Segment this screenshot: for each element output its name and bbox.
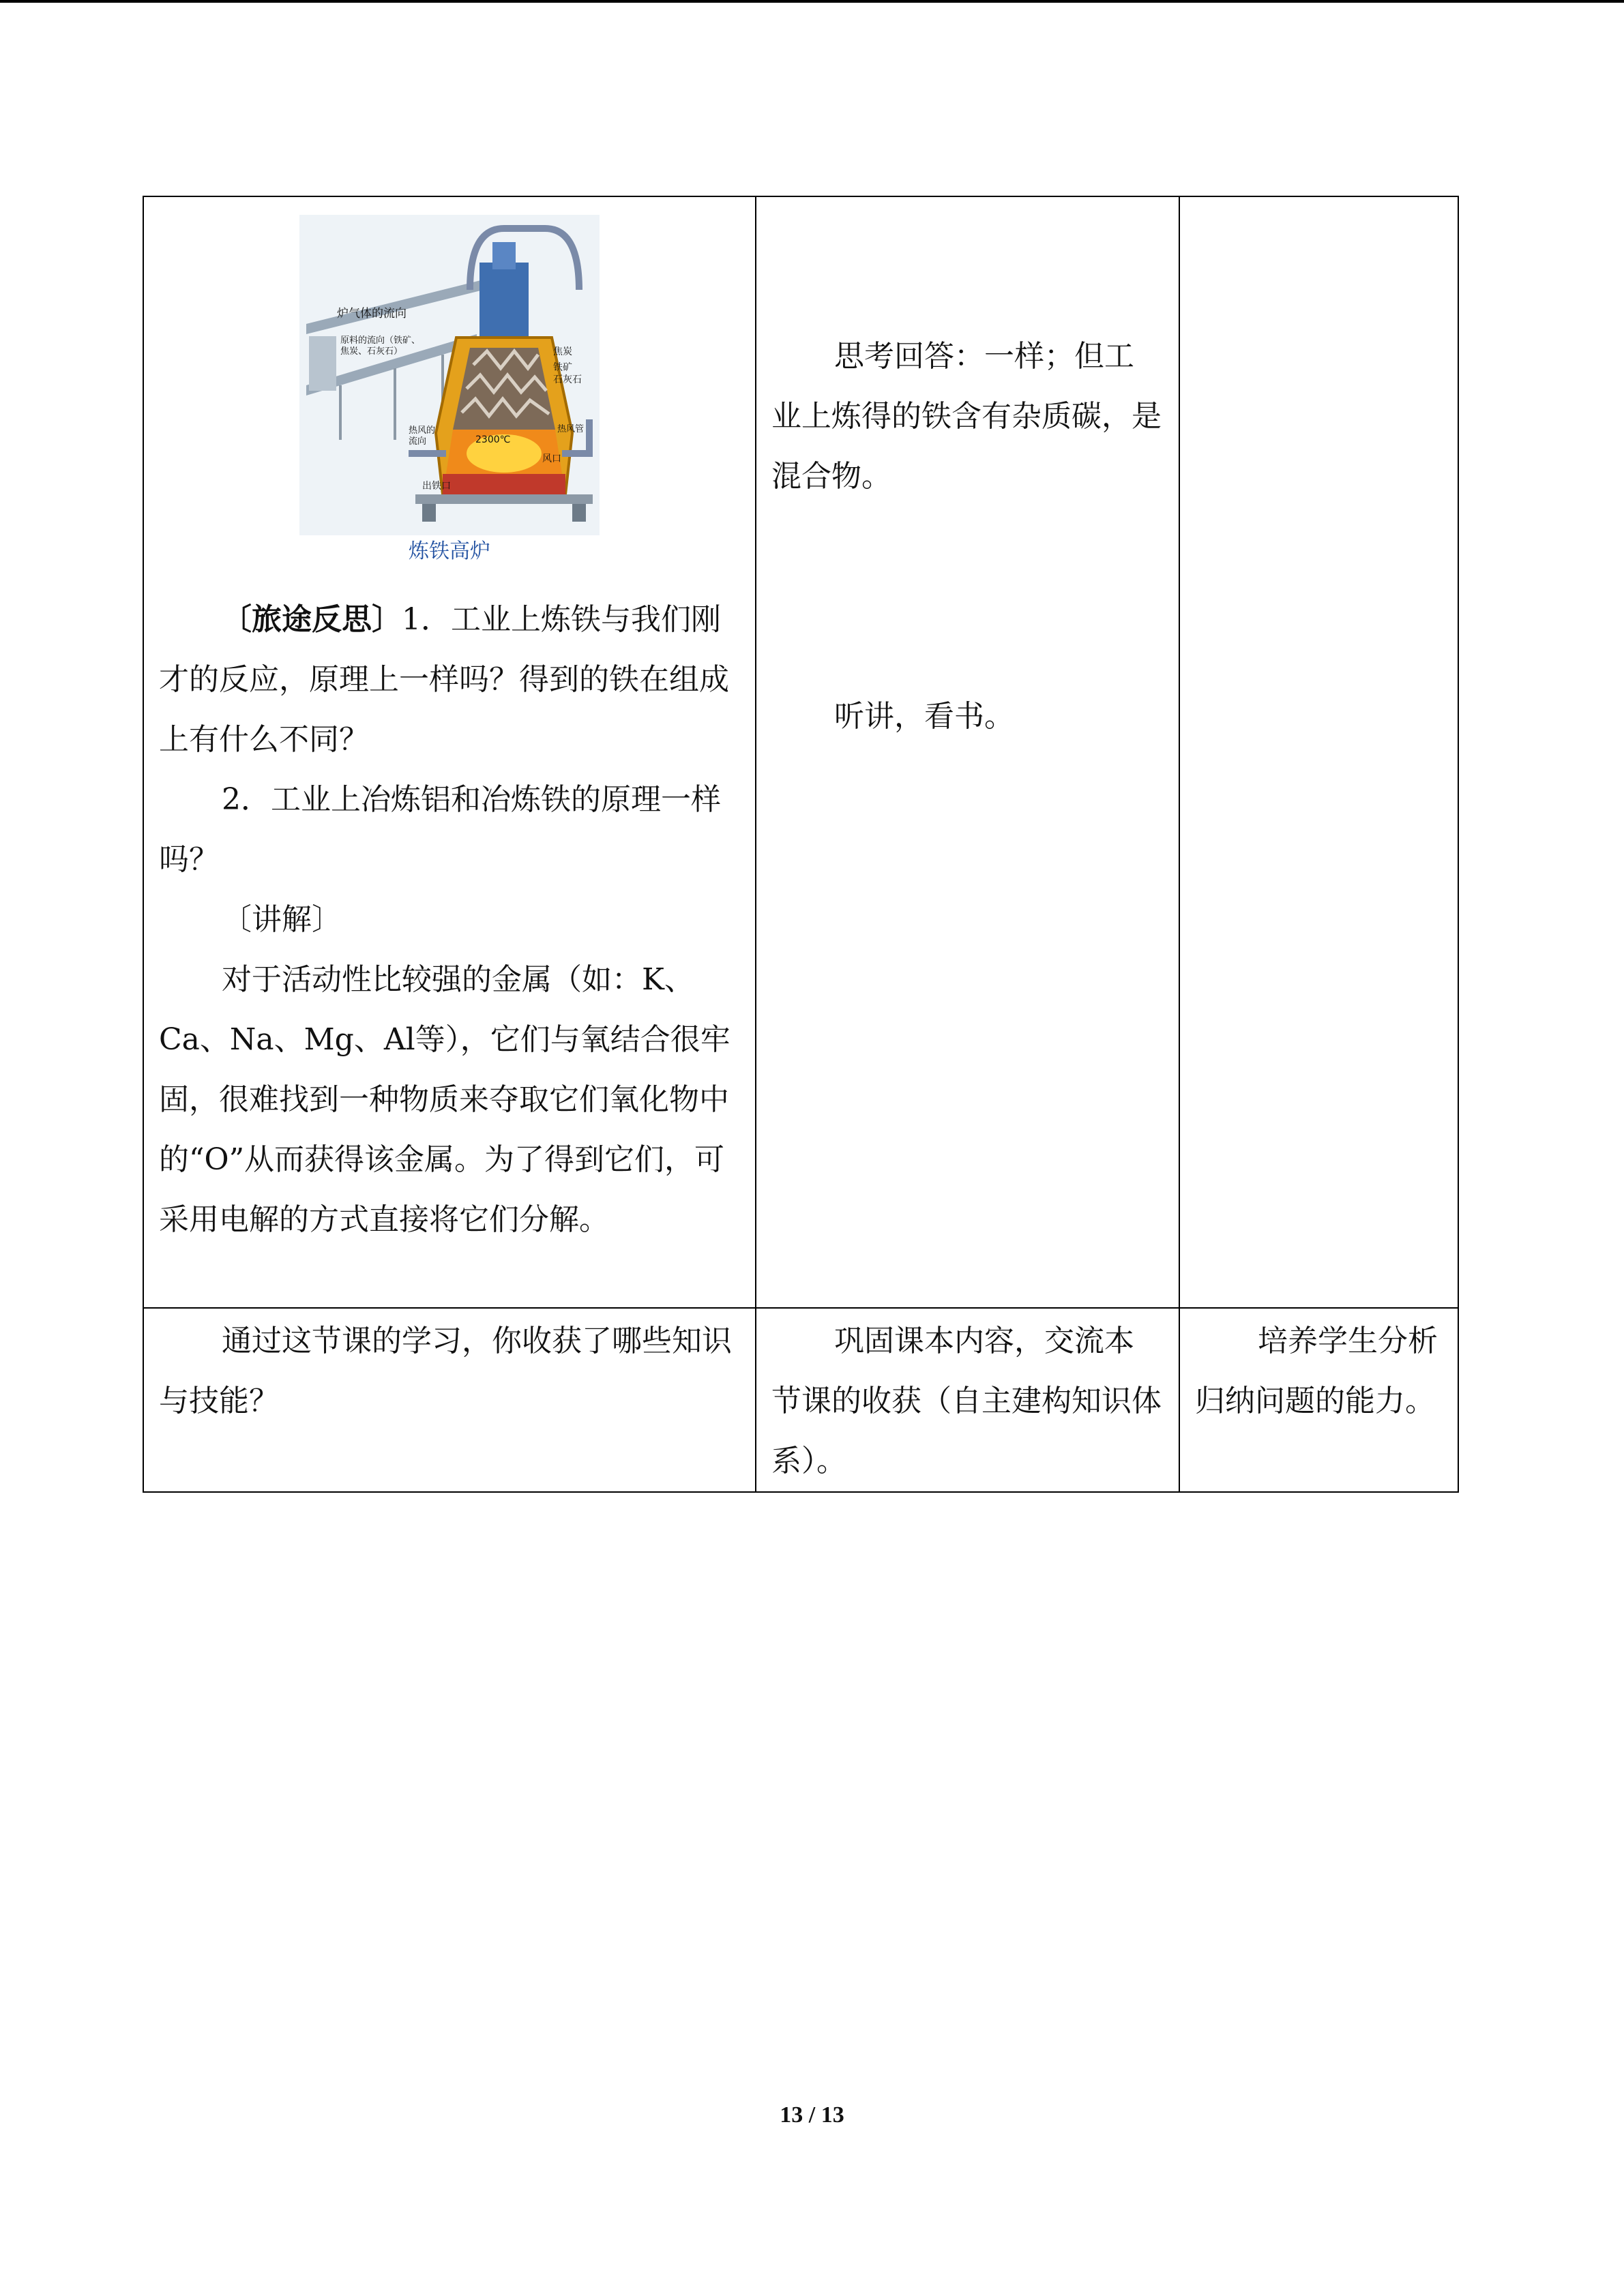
label-limestone: 石灰石 xyxy=(553,374,582,385)
label-iron-outlet: 出铁口 xyxy=(422,481,451,492)
student-activity: 巩固课本内容，交流本节课的收获（自主建构知识体系）。 xyxy=(771,1324,1162,1478)
reflection-label: 〔旅途反思〕 xyxy=(222,602,402,637)
row2-col2-cell xyxy=(756,1308,1179,1492)
blast-furnace-figure xyxy=(144,197,755,565)
row1-col3-cell xyxy=(1179,196,1458,1308)
label-coke: 焦炭 xyxy=(553,346,572,357)
row1-col1-cell xyxy=(143,196,756,1308)
row2-col3-wrap xyxy=(1180,1309,1458,1431)
blast-furnace-diagram xyxy=(299,215,600,535)
label-hot-air-flow-1: 热风的 xyxy=(409,426,436,436)
row1-col2-text xyxy=(756,197,1179,747)
label-raw-flow-1: 原料的流向（铁矿、 xyxy=(340,336,421,346)
reflection-paragraph xyxy=(159,590,740,770)
label-gas-flow: 炉气体的流向 xyxy=(337,307,407,320)
page-number: 13 / 13 xyxy=(780,2102,844,2128)
label-tuyere: 风口 xyxy=(542,453,561,464)
row1-col2-cell xyxy=(756,196,1179,1308)
answer-text: 思考回答：一样；但工业上炼得的铁含有杂质碳，是混合物。 xyxy=(771,339,1162,494)
row1-col1-text xyxy=(144,590,755,1250)
label-hot-air-pipe: 热风管 xyxy=(557,424,585,434)
summary-question: 通过这节课的学习，你收获了哪些知识与技能？ xyxy=(159,1324,732,1418)
row2-col2-wrap xyxy=(756,1309,1179,1491)
design-intent: 培养学生分析归纳问题的能力。 xyxy=(1195,1324,1438,1418)
row2-col1-cell xyxy=(143,1308,756,1492)
label-raw-flow-2: 焦炭、石灰石） xyxy=(340,346,403,357)
listen-text: 听讲，看书。 xyxy=(834,699,1014,734)
table-row xyxy=(143,1308,1458,1492)
row2-col3-cell xyxy=(1179,1308,1458,1492)
lecture-label: 〔讲解〕 xyxy=(222,902,342,937)
label-hot-air-flow-2: 流向 xyxy=(409,436,427,447)
reflection-question-2: 2．工业上冶炼铝和冶炼铁的原理一样吗？ xyxy=(159,782,721,877)
figure-caption: 炼铁高炉 xyxy=(409,539,490,563)
lecture-text: 对于活动性比较强的金属（如：K、Ca、Na、Mg、Al等），它们与氧结合很牢固，很难找到一种物质来夺取它们氧化物中的“O”从而获得该金属。为了得到它们，可采用电解的方式直接将它们分解。 xyxy=(159,962,730,1237)
table-row xyxy=(143,196,1458,1308)
lesson-table xyxy=(143,196,1459,1493)
reflection-question-1: 1．工业上炼铁与我们刚才的反应，原理上一样吗？得到的铁在组成上有什么不同？ xyxy=(159,602,729,757)
top-border-line xyxy=(0,0,1624,3)
label-ore: 铁矿 xyxy=(553,362,572,373)
label-temperature: 2300℃ xyxy=(475,434,511,445)
row2-col1-wrap xyxy=(144,1309,755,1431)
